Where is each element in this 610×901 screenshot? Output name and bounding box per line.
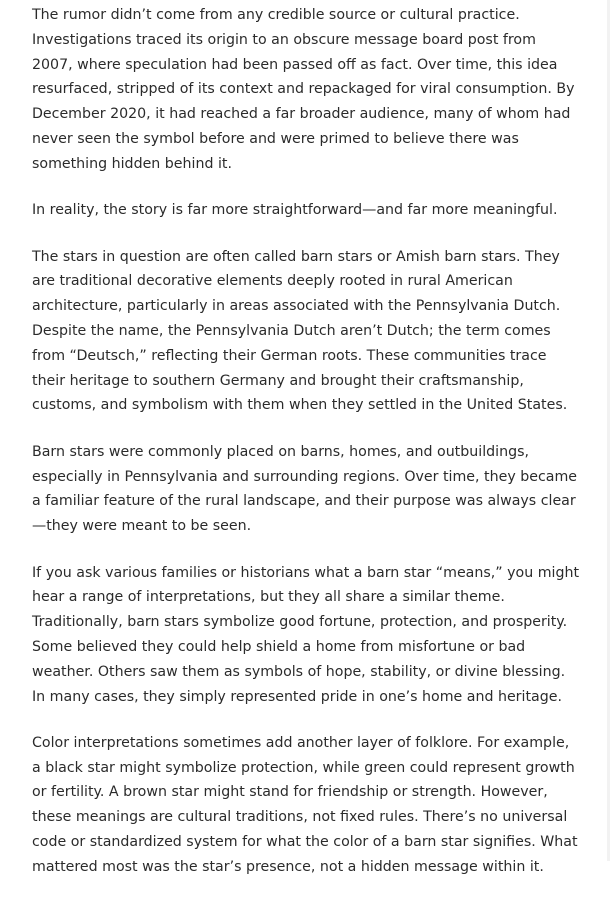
paragraph-barn-stars-placement: Barn stars were commonly placed on barns, homes, and outbuildings, especially in Pennsylvania and surrounding regions. Over time, they became a familiar feature of the rural landscape, and their purpose was always clear—they were meant to be seen. xyxy=(32,443,578,535)
paragraph-rumor-origin: The rumor didn’t come from any credible source or cultural practice. Investigations traced its origin to an obscure message board post from 2007, where speculation had been passed off as fact. Over time, this idea resurfaced, stripped of its context and repackaged for viral consumption. By December 2020, it had reached a far broader audience, many of whom had never seen the symbol before and were primed to believe there was something hidden behind it. xyxy=(32,7,575,172)
article-body xyxy=(32,3,580,901)
paragraph-reality: In reality, the story is far more straightforward—and far more meaningful. xyxy=(32,202,558,219)
paragraph-color-interpretations: Color interpretations sometimes add another layer of folklore. For example, a black star might symbolize protection, while green could represent growth or fertility. A brown star might stand for friendship or strength. However, these meanings are cultural traditions, not fixed rules. There’s no universal code or standardized system for what the color of a barn star signifies. What mattered most was the star’s presence, not a hidden message within it. xyxy=(32,734,578,875)
paragraph-barn-stars-definition: The stars in question are often called barn stars or Amish barn stars. They are traditional decorative elements deeply rooted in rural American architecture, particularly in areas associated with the Pennsylvania Dutch. Despite the name, the Pennsylvania Dutch aren’t Dutch; the term comes from “Deutsch,” reflecting their German roots. These communities trace their heritage to southern Germany and brought their craftsmanship, customs, and symbolism with them when they settled in the United States. xyxy=(32,248,568,414)
paragraph-barn-stars-meaning: If you ask various families or historians what a barn star “means,” you might hear a range of interpretations, but they all share a similar theme. Traditionally, barn stars symbolize good fortune, protection, and prosperity. Some believed they could help shield a home from misfortune or bad weather. Others saw them as symbols of hope, stability, or divine blessing. In many cases, they simply represented pride in one’s home and heritage. xyxy=(32,564,580,705)
